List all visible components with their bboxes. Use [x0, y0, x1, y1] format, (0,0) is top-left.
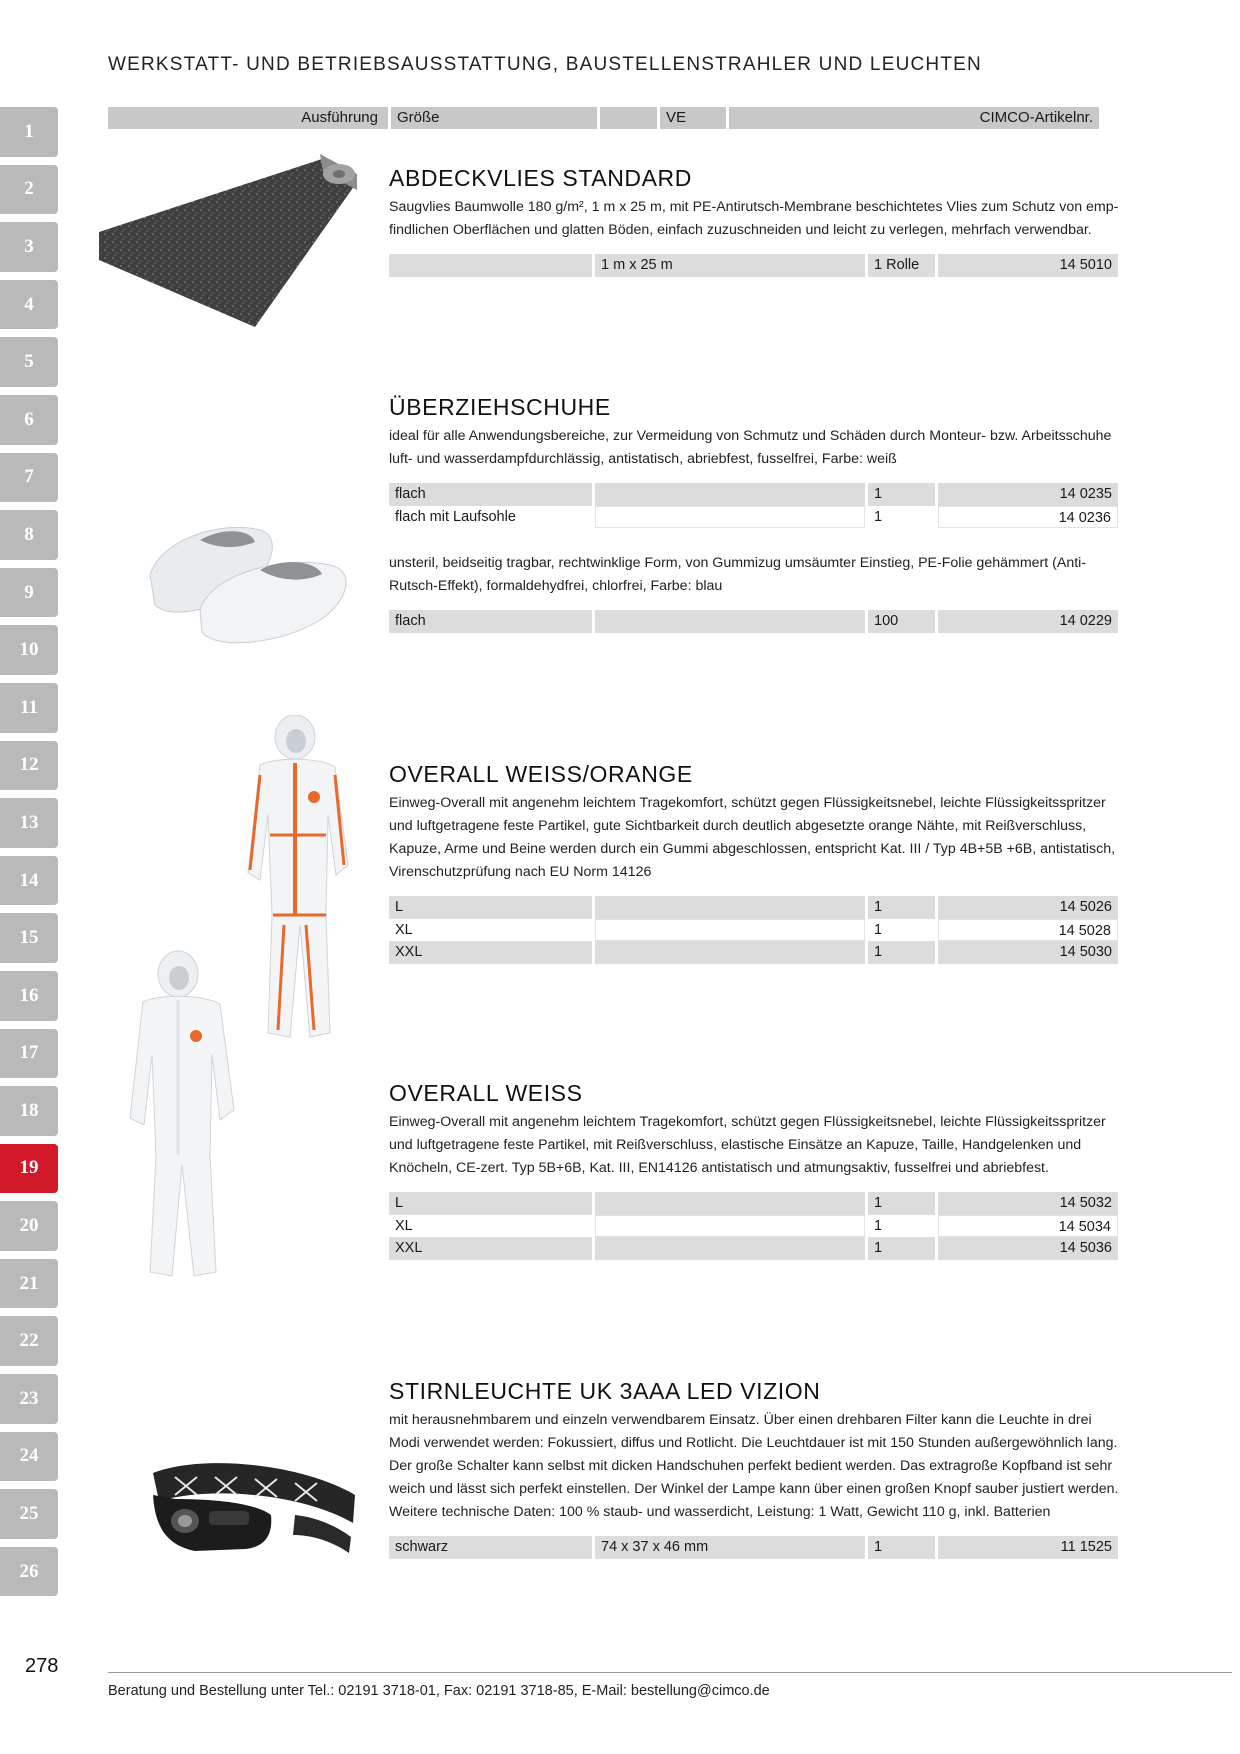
cell-article: 14 0229 [938, 610, 1118, 633]
table-row [389, 1192, 1121, 1215]
chapter-tab-active[interactable]: 19 [0, 1144, 58, 1194]
cell-article: 14 5028 [938, 919, 1118, 942]
chapter-tab[interactable]: 23 [0, 1374, 58, 1424]
product-table [389, 896, 1121, 964]
overall-orange-image [240, 715, 355, 1040]
column-execution: Ausführung [108, 107, 388, 129]
chapter-tab[interactable]: 10 [0, 625, 58, 675]
chapter-tab[interactable]: 6 [0, 395, 58, 445]
table-row [389, 1215, 1121, 1238]
cell-article: 14 5010 [938, 254, 1118, 277]
cell-execution: schwarz [389, 1536, 592, 1559]
chapter-tab[interactable]: 25 [0, 1489, 58, 1539]
product-table [389, 1536, 1121, 1559]
cell-ve: 1 [868, 896, 935, 919]
cell-ve: 1 [868, 1215, 935, 1238]
cell-size: 74 x 37 x 46 mm [595, 1536, 865, 1559]
column-spacer [600, 107, 657, 129]
chapter-tab[interactable]: 22 [0, 1316, 58, 1366]
cell-ve: 1 [868, 1536, 935, 1559]
chapter-tab[interactable]: 21 [0, 1259, 58, 1309]
product-description: mit herausnehmbarem und einzeln verwendbarem Einsatz. Über einen drehbaren Filter kann die Leuchte in drei Modi verwendet werden: Fokussiert, diffus und Rotlicht. Die Leuchtdauer ist mit 150 Stunden außergewöhnlich lang. Der große Schalter kann selbst mit dicken Handschuhen perfekt bedient werden. Das extragroße Kopfband ist sehr weich und lässt sich perfekt einstellen. Der Winkel der Lampe kann über einen großen Knopf sauber justiert werden. [389, 1412, 1119, 1497]
product-title: OVERALL WEISS/ORANGE [389, 761, 693, 787]
cell-execution: flach [389, 610, 592, 633]
product-description: Einweg-Overall mit angenehm leichtem Tragekomfort, schützt gegen Flüssigkeitsnebel, leichte Flüssigkeitsspritzer und luftgetragene feste Partikel, gute Sichtbarkeit durch deutlich abgesetzte orange Nähte, mit Reißverschluss, Kapuze, Arme und Beine werden durch ein Gummi abgeschlossen, entspricht Kat. III / Typ 4B+5B +6B, antistatisch, Virenschutzprüfung nach EU Norm 14126 [389, 795, 1116, 880]
page-header: WERKSTATT- UND BETRIEBSAUSSTATTUNG, BAUSTELLENSTRAHLER UND LEUCHTEN [108, 54, 982, 75]
product-technical-data: Weitere technische Daten: 100 % staub- und wasserdicht, Leistung: 1 Watt, Gewicht 110 g, inkl. Batterien [389, 1504, 1051, 1520]
chapter-tab[interactable]: 16 [0, 971, 58, 1021]
chapter-tab[interactable]: 8 [0, 510, 58, 560]
product-description-2: unsteril, beidseitig tragbar, rechtwinklige Form, von Gummizug umsäumter Einstieg, PE-Folie gehämmert (Anti-Rutsch-Effekt), formaldehydfrei, chlorfrei, Farbe: blau [389, 555, 1087, 594]
cell-ve: 100 [868, 610, 935, 633]
product-table [389, 254, 1121, 277]
cell-size [595, 896, 865, 919]
cell-size [595, 1237, 865, 1260]
cell-size [595, 941, 865, 964]
cell-article: 14 0235 [938, 483, 1118, 506]
cell-size [595, 919, 865, 942]
chapter-tab[interactable]: 20 [0, 1201, 58, 1251]
cell-article: 14 5034 [938, 1215, 1118, 1238]
cell-article: 14 5036 [938, 1237, 1118, 1260]
chapter-tab[interactable]: 4 [0, 280, 58, 330]
product-overall-white [389, 1080, 1121, 1260]
table-row [389, 506, 1121, 529]
table-row [389, 896, 1121, 919]
cell-execution: XL [389, 919, 592, 942]
cell-execution [389, 254, 592, 277]
product-title: STIRNLEUCHTE UK 3AAA LED VIZION [389, 1378, 821, 1404]
column-ve: VE [660, 107, 726, 129]
cell-size [595, 506, 865, 529]
cell-ve: 1 [868, 483, 935, 506]
chapter-tab[interactable]: 1 [0, 107, 58, 157]
product-title: ABDECKVLIES STANDARD [389, 165, 692, 191]
cell-size [595, 483, 865, 506]
chapter-tab[interactable]: 13 [0, 798, 58, 848]
cell-article: 14 5030 [938, 941, 1118, 964]
product-table [389, 1192, 1121, 1260]
table-row [389, 1237, 1121, 1260]
table-row [389, 254, 1121, 277]
chapter-tab[interactable]: 9 [0, 568, 58, 618]
product-table-2 [389, 610, 1121, 633]
cell-ve: 1 [868, 941, 935, 964]
overall-white-image [128, 950, 243, 1280]
cell-execution: flach mit Laufsohle [389, 506, 592, 529]
cell-size [595, 610, 865, 633]
headlamp-image [145, 1455, 360, 1560]
chapter-tab[interactable]: 3 [0, 222, 58, 272]
cell-article: 14 5026 [938, 896, 1118, 919]
cell-execution: L [389, 1192, 592, 1215]
chapter-tab[interactable]: 24 [0, 1432, 58, 1482]
chapter-tab[interactable]: 12 [0, 741, 58, 791]
cell-ve: 1 Rolle [868, 254, 935, 277]
fleece-roll-image [95, 152, 360, 332]
cell-ve: 1 [868, 1237, 935, 1260]
cell-article: 11 1525 [938, 1536, 1118, 1559]
chapter-tab[interactable]: 26 [0, 1547, 58, 1597]
product-description: Einweg-Overall mit angenehm leichtem Tragekomfort, schützt gegen Flüssigkeitsnebel, leichte Flüssigkeitsspritzer und luftgetragene feste Partikel, mit Reißverschluss, elastische Einsätze an Kapuze, Taille, Handgelenken und Knöcheln, CE-zert. Typ 5B+6B, Kat. III, EN14126 antistatisch und atmungsaktiv, fusselfrei und abriebfest. [389, 1114, 1106, 1176]
chapter-tab[interactable]: 5 [0, 337, 58, 387]
table-row [389, 483, 1121, 506]
chapter-tab[interactable]: 11 [0, 683, 58, 733]
chapter-tab[interactable]: 17 [0, 1029, 58, 1079]
product-headlamp [389, 1378, 1121, 1559]
table-row [389, 1536, 1121, 1559]
footer-divider [108, 1672, 1232, 1673]
cell-article: 14 0236 [938, 506, 1118, 529]
chapter-tabs [0, 107, 58, 1604]
product-description: Saugvlies Baumwolle 180 g/m², 1 m x 25 m, mit PE-Antirutsch-Membrane beschichtetes Vlies zum Schutz von emp-findlichen Oberflächen und glatten Böden, einfach zuzuschneiden und leicht zu verlegen, mehrfach verwendbar. [389, 199, 1119, 238]
product-table [389, 483, 1121, 528]
product-title: ÜBERZIEHSCHUHE [389, 394, 611, 420]
column-size: Größe [391, 107, 597, 129]
chapter-tab[interactable]: 14 [0, 856, 58, 906]
cell-execution: XXL [389, 941, 592, 964]
cell-size: 1 m x 25 m [595, 254, 865, 277]
column-article: CIMCO-Artikelnr. [729, 107, 1099, 129]
cell-execution: XL [389, 1215, 592, 1238]
chapter-tab[interactable]: 2 [0, 165, 58, 215]
chapter-tab[interactable]: 7 [0, 453, 58, 503]
cell-ve: 1 [868, 919, 935, 942]
page-number: 278 [25, 1655, 59, 1677]
product-title: OVERALL WEISS [389, 1080, 583, 1106]
product-abdeckvlies [389, 165, 1121, 277]
product-ueberziehschuhe [389, 394, 1121, 633]
product-overall-orange [389, 761, 1121, 964]
shoe-covers-image [140, 500, 360, 650]
footer-contact: Beratung und Bestellung unter Tel.: 02191 3718-01, Fax: 02191 3718-85, E-Mail: bestellung@cimco.de [108, 1683, 770, 1699]
column-header [108, 107, 1121, 129]
cell-ve: 1 [868, 506, 935, 529]
cell-execution: XXL [389, 1237, 592, 1260]
cell-article: 14 5032 [938, 1192, 1118, 1215]
table-row [389, 919, 1121, 942]
cell-execution: L [389, 896, 592, 919]
chapter-tab[interactable]: 18 [0, 1086, 58, 1136]
cell-ve: 1 [868, 1192, 935, 1215]
cell-execution: flach [389, 483, 592, 506]
product-description: ideal für alle Anwendungsbereiche, zur Vermeidung von Schmutz und Schäden durch Monteur- bzw. Arbeitsschuhe luft- und wasserdampfdurchlässig, antistatisch, abriebfest, fusselfrei, Farbe: weiß [389, 428, 1112, 467]
table-row [389, 941, 1121, 964]
table-row [389, 610, 1121, 633]
chapter-tab[interactable]: 15 [0, 913, 58, 963]
cell-size [595, 1215, 865, 1238]
cell-size [595, 1192, 865, 1215]
